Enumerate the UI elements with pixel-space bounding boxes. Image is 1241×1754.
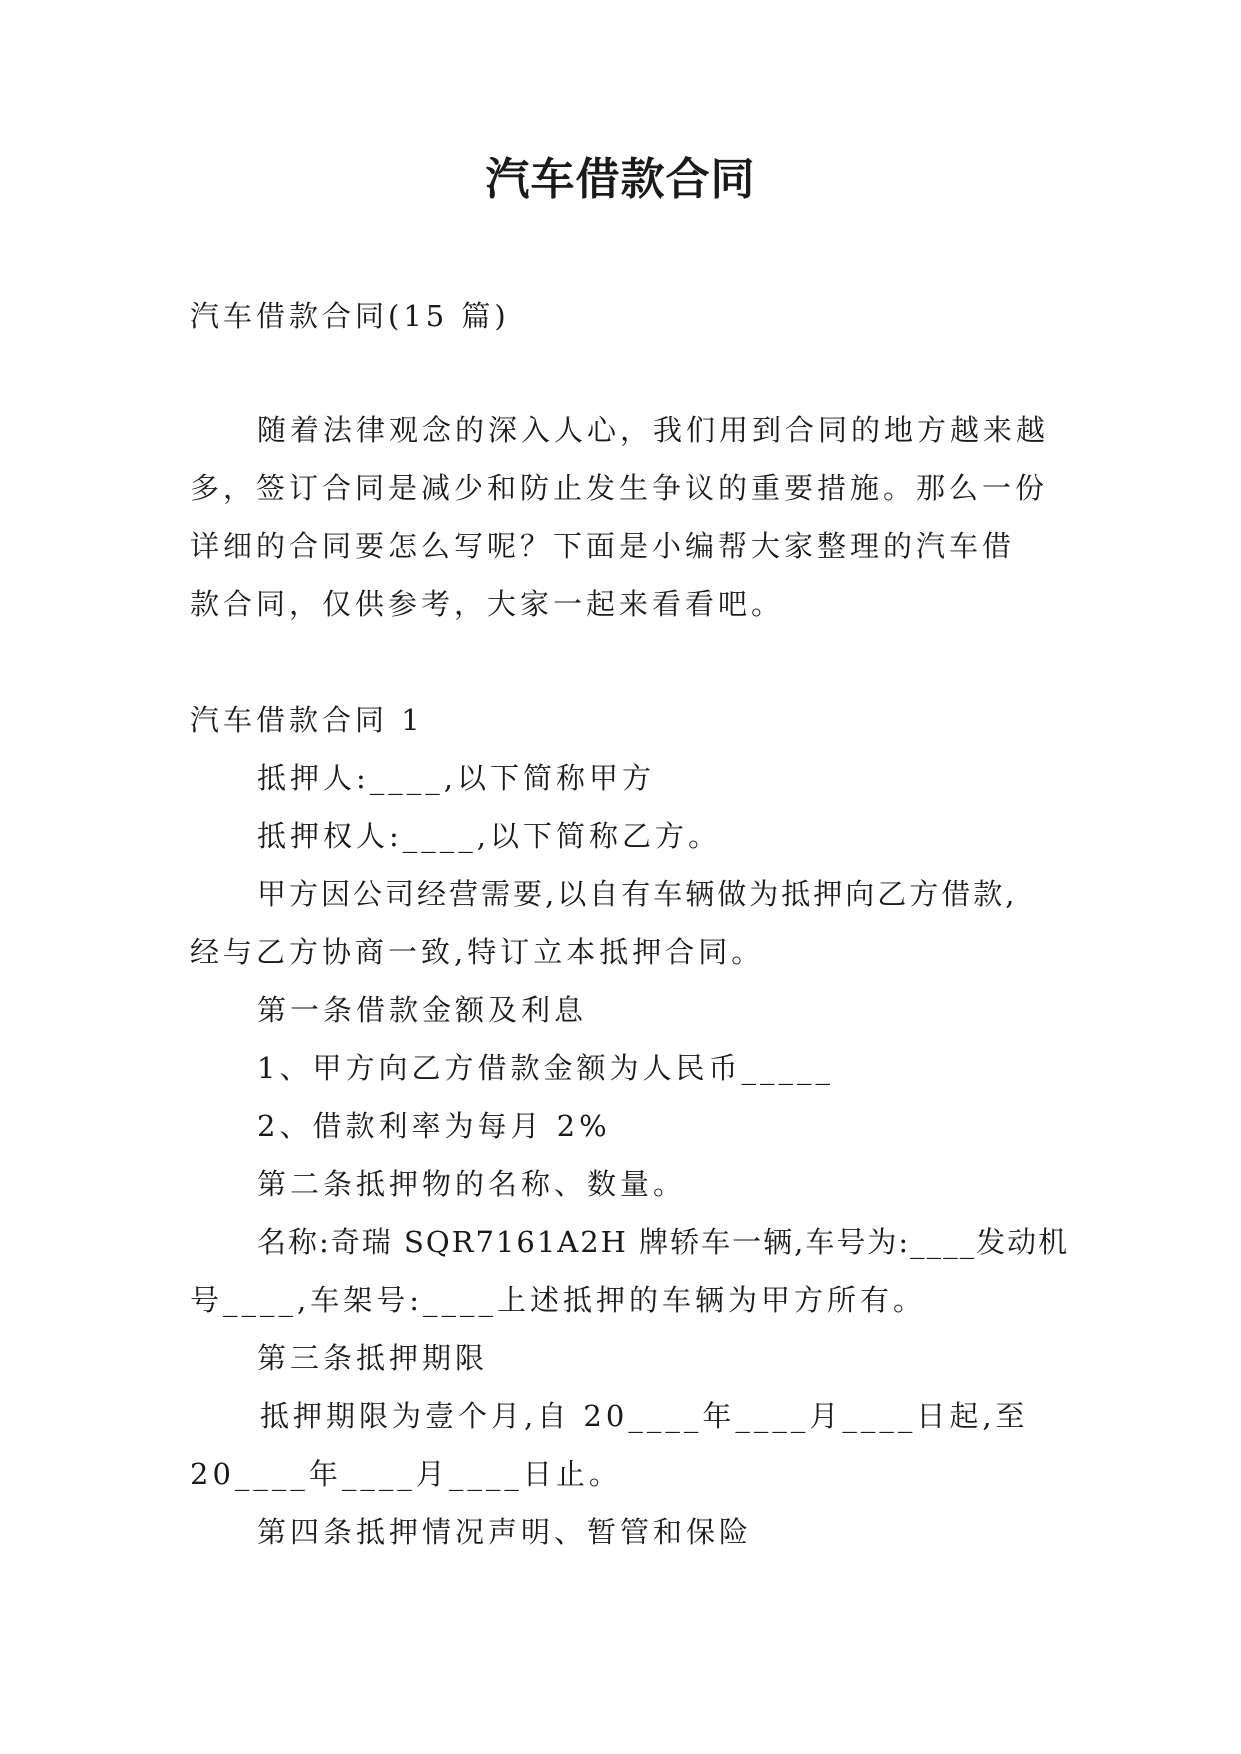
- article-2-heading: 第二条抵押物的名称、数量。: [257, 1167, 687, 1201]
- body-line-13: 20____年____月____日止。: [190, 1457, 622, 1491]
- article-4-heading: 第四条抵押情况声明、暂管和保险: [257, 1515, 753, 1549]
- article-3-heading: 第三条抵押期限: [257, 1341, 489, 1375]
- document-subtitle: 汽车借款合同(15 篇): [190, 299, 510, 333]
- body-line-4: 经与乙方协商一致,特订立本抵押合同。: [190, 935, 765, 969]
- intro-line-3: 详细的合同要怎么写呢？下面是小编帮大家整理的汽车借: [190, 529, 1016, 563]
- intro-line-4: 款合同，仅供参考，大家一起来看看吧。: [190, 587, 785, 621]
- body-line-12: 抵押期限为壹个月,自 20____年____月____日起,至: [260, 1399, 1029, 1433]
- body-line-6: 1、甲方向乙方借款金额为人民币_____: [257, 1051, 834, 1085]
- body-line-3: 甲方因公司经营需要,以自有车辆做为抵押向乙方借款,: [257, 877, 1018, 911]
- section-heading: 汽车借款合同 1: [190, 703, 424, 737]
- intro-line-1: 随着法律观念的深入人心，我们用到合同的地方越来越: [257, 413, 1050, 447]
- body-line-7: 2、借款利率为每月 2%: [257, 1109, 611, 1143]
- document-title: 汽车借款合同: [485, 154, 756, 205]
- body-line-2: 抵押权人:____,以下简称乙方。: [257, 819, 721, 853]
- body-line-9: 名称:奇瑞 SQR7161A2H 牌轿车一辆,车号为:____发动机: [257, 1225, 1070, 1259]
- article-1-heading: 第一条借款金额及利息: [257, 993, 588, 1027]
- body-line-1: 抵押人:____,以下简称甲方: [257, 761, 655, 795]
- intro-line-2: 多，签订合同是减少和防止发生争议的重要措施。那么一份: [190, 471, 1049, 505]
- body-line-10: 号____,车架号:____上述抵押的车辆为甲方所有。: [190, 1283, 926, 1317]
